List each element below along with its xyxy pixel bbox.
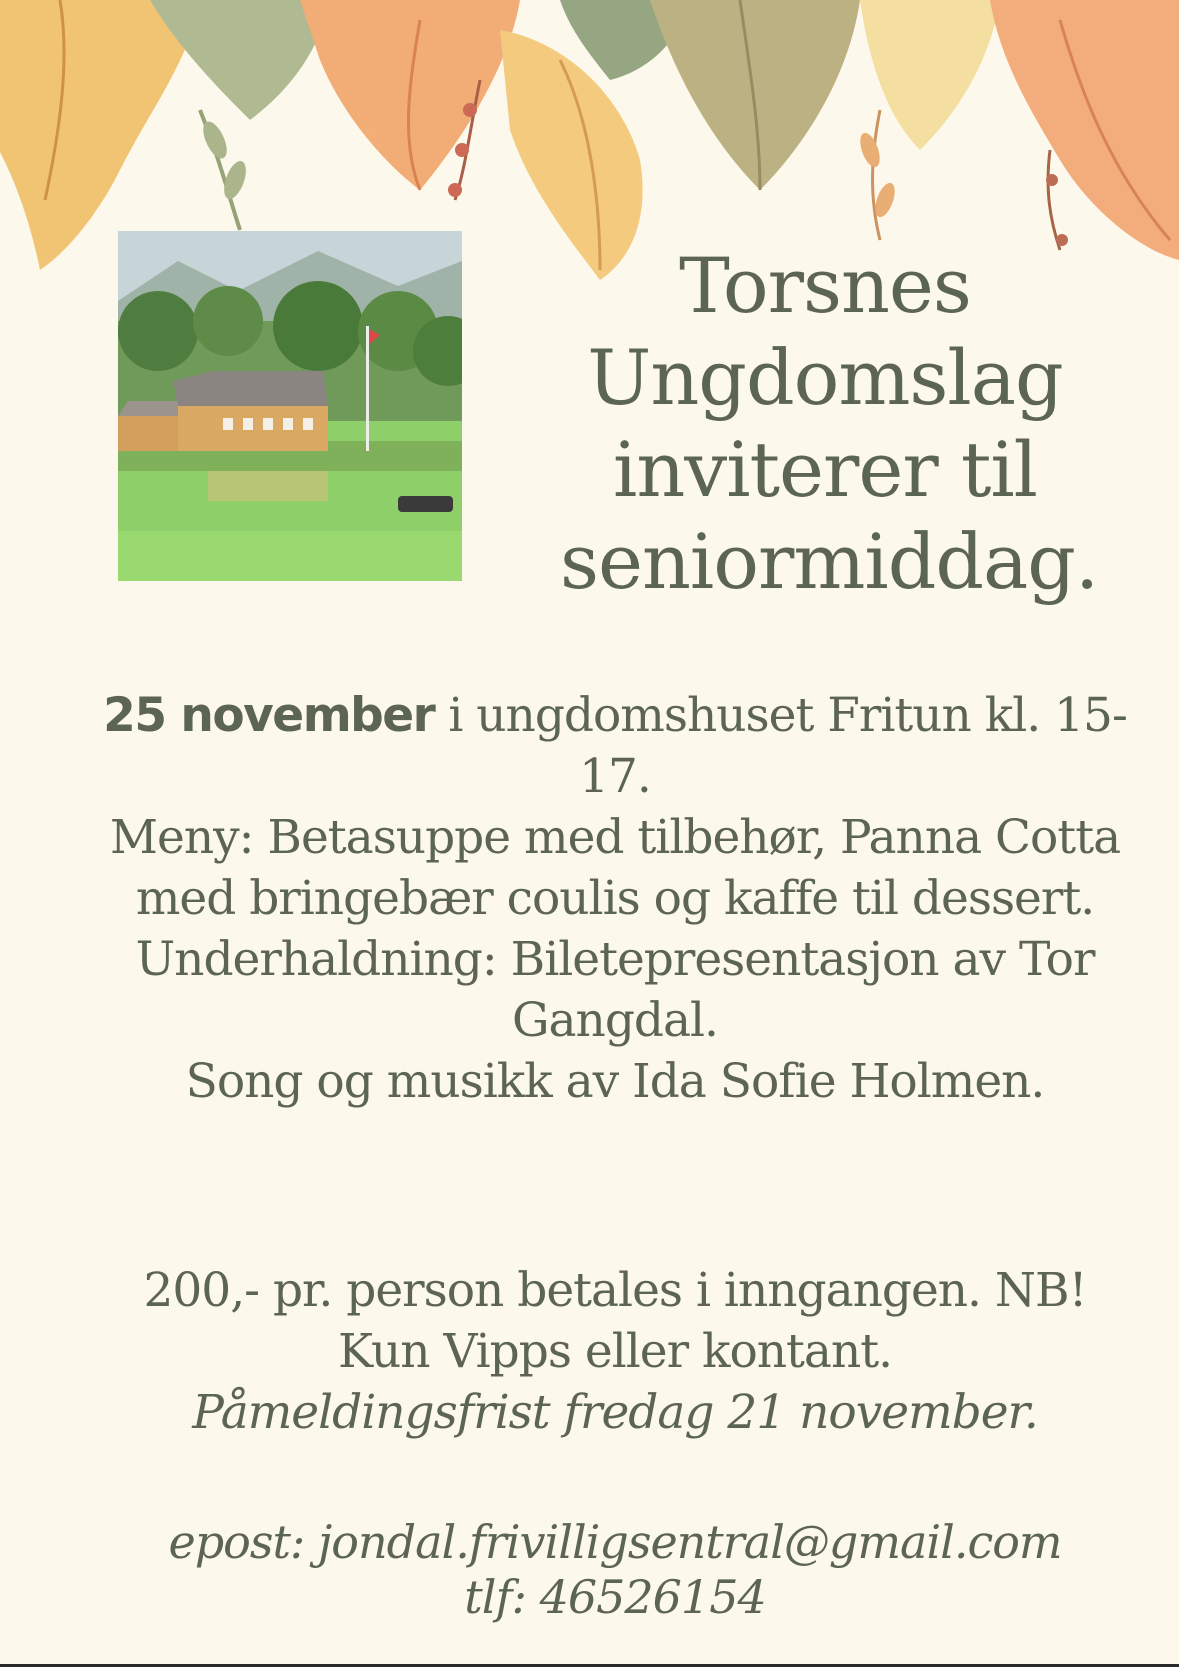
title-line-1: Torsnes xyxy=(679,241,971,330)
music-text: Song og musikk av Ida Sofie Holmen. xyxy=(185,1054,1045,1109)
venue-time: i ungdomshuset Fritun kl. 15-17. xyxy=(434,688,1127,804)
event-details xyxy=(100,685,1130,1112)
payment-methods-text: Kun Vipps eller kontant. xyxy=(337,1324,893,1379)
menu-text: Meny: Betasuppe med tilbehør, Panna Cotta med bringebær coulis og kaffe til dessert. xyxy=(109,810,1121,926)
house-photo xyxy=(118,231,462,581)
event-date: 25 november xyxy=(103,688,435,743)
payment-info xyxy=(100,1260,1130,1443)
contact-info xyxy=(100,1515,1130,1625)
date-venue-line xyxy=(100,685,1130,807)
title-line-4: seniormiddag. xyxy=(560,517,1099,606)
title-line-2: Ungdomslag xyxy=(587,333,1063,422)
price-text: 200,- pr. person betales i inngangen. NB! xyxy=(143,1263,1087,1318)
deadline-text: Påmeldingsfrist fredag 21 november. xyxy=(192,1385,1038,1440)
house-photo-icon xyxy=(118,231,462,581)
email-text: epost: jondal.frivilligsentral@gmail.com xyxy=(168,1515,1062,1569)
entertainment-text: Underhaldning: Biletepresentasjon av Tor Gangdal. xyxy=(135,932,1095,1048)
title-line-3: inviterer til xyxy=(613,425,1037,514)
page-title xyxy=(560,240,1099,608)
phone-text: tlf: 46526154 xyxy=(464,1570,766,1624)
